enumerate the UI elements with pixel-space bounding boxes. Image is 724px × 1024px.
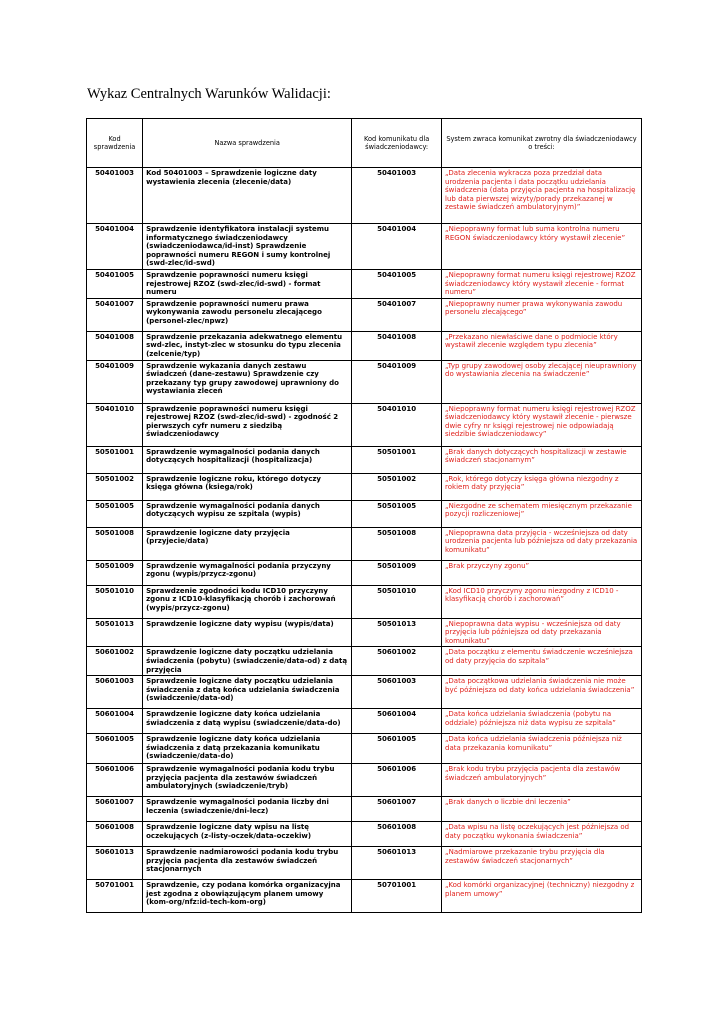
message-text: „Niepoprawny format numeru księgi rejestrowej RZOZ świadczeniodawcy który wystawił zlecenie - format numeru” [442,269,642,298]
table-row [87,676,642,709]
validation-code: 50401008 [87,331,143,360]
validation-name: Sprawdzenie wymagalności podania liczby dni leczenia (swiadczenie/dni-lecz) [143,797,352,822]
validation-code: 50401004 [87,224,143,270]
message-text: „Niepoprawny format numeru księgi rejestrowej RZOZ świadczeniodawcy który wystawił zlecenie - pierwsze dwie cyfry nr księgi rejestrowej nie odpowiadają siedzibie świadczeniodawcy” [442,403,642,446]
message-text: „Kod ICD10 przyczyny zgonu niezgodny z ICD10 - klasyfikacją chorób i zachorowań” [442,585,642,618]
message-code: 50501013 [352,618,442,647]
validation-code: 50501005 [87,500,143,527]
table-row [87,269,642,298]
message-code: 50501001 [352,446,442,473]
validation-name: Sprawdzenie logiczne daty przyjęcia (przyjecie/data) [143,527,352,560]
message-code: 50401007 [352,298,442,331]
validation-code: 50501009 [87,560,143,585]
validation-code: 50601007 [87,797,143,822]
message-code: 50401010 [352,403,442,446]
validation-code: 50401005 [87,269,143,298]
validation-name: Sprawdzenie wymagalności podania przyczyny zgonu (wypis/przycz-zgonu) [143,560,352,585]
validation-code: 50601008 [87,822,143,847]
validation-code: 50501002 [87,473,143,500]
table-row [87,797,642,822]
message-text: „Niepoprawna data wypisu - wcześniejsza od daty przyjęcia lub późniejsza od daty przekazania komunikatu” [442,618,642,647]
message-code: 50501005 [352,500,442,527]
message-code: 50401004 [352,224,442,270]
message-code: 50501009 [352,560,442,585]
message-text: „Data początku z elementu świadczenie wcześniejsza od daty przyjęcia do szpitala” [442,647,642,676]
validation-code: 50601006 [87,764,143,797]
validation-code: 50601002 [87,647,143,676]
validation-name: Sprawdzenie logiczne daty końca udzielania świadczenia z datą przekazania komunikatu (swiadczenie/data-do) [143,734,352,764]
message-text: „Niezgodne ze schematem miesięcznym przekazanie pozycji rozliczeniowej” [442,500,642,527]
message-code: 50601007 [352,797,442,822]
validation-code: 50401003 [87,168,143,224]
message-text: „Kod komórki organizacyjnej (techniczny) niezgodny z planem umowy” [442,880,642,913]
validation-code: 50401007 [87,298,143,331]
message-code: 50401003 [352,168,442,224]
message-text: „Brak danych dotyczących hospitalizacji w zestawie świadczeń stacjonarnym” [442,446,642,473]
message-text: „Data końca udzielania świadczenia późniejsza niż data przekazania komunikatu” [442,734,642,764]
validation-code: 50501010 [87,585,143,618]
validation-code: 50601013 [87,847,143,880]
validation-name: Sprawdzenie przekazania adekwatnego elementu swd-zlec, instyt-zlec w stosunku do typu zlecenia (zelcenie/typ) [143,331,352,360]
message-text: „Data początkowa udzielania świadczenia nie może być późniejsza od daty końca udzielania świadczenia” [442,676,642,709]
validation-name: Sprawdzenie wykazania danych zestawu świadczeń (dane-zestawu) Sprawdzenie czy przekazany typ grupy zawodowej uprawniony do wystawiania zleceń [143,360,352,403]
table-row [87,560,642,585]
table-row [87,734,642,764]
header-message-code: Kod komunikatu dla świadczeniodawcy: [352,119,442,168]
table-row [87,224,642,270]
validation-name: Sprawdzenie logiczne daty początku udzielania świadczenia z datą końca udzielania świadczenia (swiadczenie/data-od) [143,676,352,709]
message-text: „Typ grupy zawodowej osoby zlecającej nieuprawniony do wystawiania zlecenia na świadczenie” [442,360,642,403]
message-text: „Data wpisu na listę oczekujących jest późniejsza od daty początku wykonania świadczenia” [442,822,642,847]
table-row [87,168,642,224]
validation-name: Sprawdzenie, czy podana komórka organizacyjna jest zgodna z obowiązującym planem umowy (kom-org/nfz:id-tech-kom-org) [143,880,352,913]
message-code: 50601013 [352,847,442,880]
validation-name: Sprawdzenie nadmiarowości podania kodu trybu przyjęcia pacjenta dla zestawów świadczeń stacjonarnych [143,847,352,880]
validation-name: Sprawdzenie poprawności numeru księgi rejestrowej RZOZ (swd-zlec/id-swd) - format numeru [143,269,352,298]
message-code: 50601003 [352,676,442,709]
validation-code: 50701001 [87,880,143,913]
validation-name: Sprawdzenie wymagalności podania kodu trybu przyjęcia pacjenta dla zestawów świadczeń ambulatoryjnych (swiadczenie/tryb) [143,764,352,797]
validation-name: Sprawdzenie logiczne roku, którego dotyczy księga główna (ksiega/rok) [143,473,352,500]
table-row [87,880,642,913]
message-code: 50601006 [352,764,442,797]
validation-code: 50601004 [87,709,143,734]
validation-name: Kod 50401003 – Sprawdzenie logiczne daty wystawienia zlecenia (zlecenie/data) [143,168,352,224]
validation-name: Sprawdzenie poprawności numeru prawa wykonywania zawodu personelu zlecającego (personel-zlec/npwz) [143,298,352,331]
message-code: 50601008 [352,822,442,847]
table-row [87,647,642,676]
validation-name: Sprawdzenie identyfikatora instalacji systemu informatycznego świadczeniodawcy (swiadczeniodawca/id-inst) Sprawdzenie poprawności numeru REGON i sumy kontrolnej (swd-zlec/id-swd) [143,224,352,270]
message-code: 50501002 [352,473,442,500]
validation-code: 50601005 [87,734,143,764]
validation-code: 50501008 [87,527,143,560]
validation-code: 50401010 [87,403,143,446]
message-code: 50501008 [352,527,442,560]
validation-code: 50401009 [87,360,143,403]
table-row [87,764,642,797]
table-row [87,500,642,527]
validation-code: 50501001 [87,446,143,473]
message-text: „Niepoprawna data przyjęcia - wcześniejsza od daty urodzenia pacjenta lub późniejsza od daty przekazania komunikatu” [442,527,642,560]
message-code: 50601002 [352,647,442,676]
table-row [87,403,642,446]
message-text: „Niepoprawny numer prawa wykonywania zawodu personelu zlecającego” [442,298,642,331]
header-code: Kod sprawdzenia [87,119,143,168]
table-header-row [87,119,642,168]
validation-name: Sprawdzenie logiczne daty wypisu (wypis/data) [143,618,352,647]
message-text: „Brak przyczyny zgonu” [442,560,642,585]
table-row [87,585,642,618]
message-text: „Brak kodu trybu przyjęcia pacjenta dla zestawów świadczeń ambulatoryjnych” [442,764,642,797]
message-text: „Data końca udzielania świadczenia (pobytu na oddziale) późniejsza niż data wypisu ze szpitala” [442,709,642,734]
validation-name: Sprawdzenie wymagalności podania danych dotyczących wypisu ze szpitala (wypis) [143,500,352,527]
validation-name: Sprawdzenie zgodności kodu ICD10 przyczyny zgonu z ICD10-klasyfikacją chorób i zachorowań (wypis/przycz-zgonu) [143,585,352,618]
validation-name: Sprawdzenie logiczne daty wpisu na listę oczekujących (z-listy-oczek/data-oczekiw) [143,822,352,847]
message-code: 50401005 [352,269,442,298]
validation-code: 50501013 [87,618,143,647]
table-row [87,298,642,331]
message-code: 50401008 [352,331,442,360]
header-message-text: System zwraca komunikat zwrotny dla świadczeniodawcy o treści: [442,119,642,168]
message-text: „Brak danych o liczbie dni leczenia” [442,797,642,822]
page-title: Wykaz Centralnych Warunków Walidacji: [87,86,331,102]
table-row [87,473,642,500]
table-row [87,331,642,360]
validation-name: Sprawdzenie logiczne daty końca udzielania świadczenia z datą wypisu (swiadczenie/data-do) [143,709,352,734]
table-row [87,527,642,560]
table-row [87,709,642,734]
validation-name: Sprawdzenie logiczne daty początku udzielania świadczenia (pobytu) (swiadczenie/data-od) z datą przyjęcia [143,647,352,676]
message-text: „Nadmiarowe przekazanie trybu przyjęcia dla zestawów świadczeń stacjonarnych” [442,847,642,880]
header-name: Nazwa sprawdzenia [143,119,352,168]
validation-code: 50601003 [87,676,143,709]
table-row [87,618,642,647]
message-text: „Przekazano niewłaściwe dane o podmiocie który wystawił zlecenie względem typu zlecenia” [442,331,642,360]
message-code: 50601004 [352,709,442,734]
message-code: 50601005 [352,734,442,764]
message-code: 50701001 [352,880,442,913]
table-row [87,822,642,847]
validation-name: Sprawdzenie wymagalności podania danych dotyczących hospitalizacji (hospitalizacja) [143,446,352,473]
message-text: „Data zlecenia wykracza poza przedział data urodzenia pacjenta i data początku udzielania świadczenia (data przyjęcia pacjenta na hospitalizację lub data pierwszej wizyty/porady przekazanej w zestawie świadczeń ambulatoryjnym)” [442,168,642,224]
message-text: „Rok, którego dotyczy księga główna niezgodny z rokiem daty przyjęcia” [442,473,642,500]
message-text: „Niepoprawny format lub suma kontrolna numeru REGON świadczeniodawcy który wystawił zlecenie” [442,224,642,270]
validation-table [86,118,642,913]
table-row [87,360,642,403]
message-code: 50401009 [352,360,442,403]
table-row [87,446,642,473]
table-row [87,847,642,880]
validation-name: Sprawdzenie poprawności numeru księgi rejestrowej RZOZ (swd-zlec/id-swd) - zgodność 2 pierwszych cyfr numeru z siedzibą świadczeniodawcy [143,403,352,446]
message-code: 50501010 [352,585,442,618]
